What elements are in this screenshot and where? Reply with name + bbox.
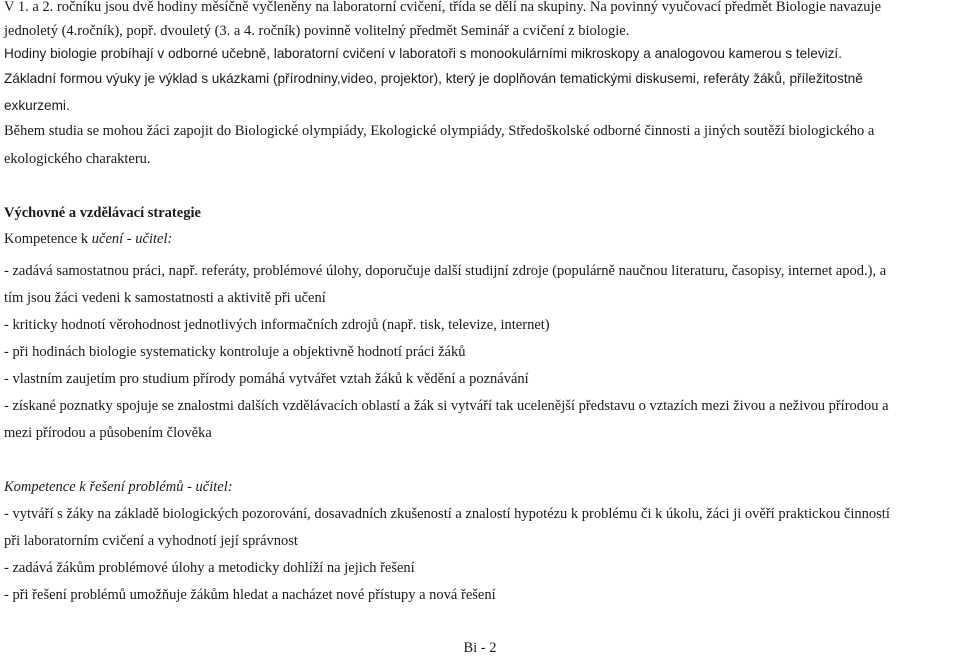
list-item: - vytváří s žáky na základě biologických pozorování, dosavadních zkušeností a znalostí hypotézu k problému či k úkolu, žáci ji ověří praktickou činností: [4, 506, 890, 522]
learning-prefix: Kompetence k: [4, 231, 92, 247]
learning-competence-heading: [4, 225, 956, 253]
intro-line-5b: ekologického charakteru.: [4, 151, 151, 167]
intro-line-1: V 1. a 2. ročníku jsou dvě hodiny měsíčně vyčleněny na laboratorní cvičení, třída se dělí na skupiny. Na povinný vyučovací předmět Biologie navazuje: [4, 0, 882, 15]
strategies-heading: Výchovné a vzdělávací strategie: [4, 205, 201, 221]
intro-line-3: Hodiny biologie probíhají v odborné učebně, laboratorní cvičení v laboratoři s monookulárními mikroskopy a analogovou kamerou s televizí.: [4, 46, 842, 61]
page-number: Bi - 2: [463, 640, 497, 656]
problem-competence-heading: Kompetence k řešení problémů - učitel:: [4, 479, 233, 495]
intro-line-2: jednoletý (4.ročník), popř. dvouletý (3. a 4. ročník) povinně volitelný předmět Seminář a cvičení z biologie.: [4, 23, 630, 39]
list-item: - při řešení problémů umožňuje žákům hledat a nacházet nové přístupy a nová řešení: [4, 587, 496, 603]
learning-italic: učení - učitel:: [91, 231, 173, 247]
list-item: - zadává žákům problémové úlohy a metodicky dohlíží na jejich řešení: [4, 560, 415, 576]
intro-line-5a: Během studia se mohou žáci zapojit do Biologické olympiády, Ekologické olympiády, Středoškolské odborné činnosti a jiných soutěží biologického a: [4, 123, 875, 139]
document-page: [4, 0, 956, 605]
intro-line-4b: exkurzemi.: [4, 98, 70, 113]
list-item: - vlastním zaujetím pro studium přírody pomáhá vytvářet vztah žáků k vědění a poznávání: [4, 371, 529, 387]
list-item: - kriticky hodnotí věrohodnost jednotlivých informačních zdrojů (např. tisk, televize, internet): [4, 317, 550, 333]
spacer: [4, 171, 956, 201]
list-item: mezi přírodou a působením člověka: [4, 425, 212, 441]
list-item: - při hodinách biologie systematicky kontroluje a objektivně hodnotí práci žáků: [4, 344, 466, 360]
list-item: tím jsou žáci vedeni k samostatnosti a aktivitě při učení: [4, 290, 326, 306]
list-item: - zadává samostatnou práci, např. referáty, problémové úlohy, doporučuje další studijní zdroje (populárně naučnou literaturu, časopisy, internet apod.), a: [4, 263, 887, 279]
intro-line-4a: Základní formou výuky je výklad s ukázkami (přírodniny,video, projektor), který je doplňován tematickými diskusemi, referáty žáků, příležitostně: [4, 71, 863, 86]
list-item: při laboratorním cvičení a vyhodnotí její správnost: [4, 533, 298, 549]
list-item: - získané poznatky spojuje se znalostmi dalších vzdělávacích oblastí a žák si vytváří tak ucelenější představu o vztazích mezi živou a neživou přírodou a: [4, 398, 889, 414]
spacer: [4, 443, 956, 470]
